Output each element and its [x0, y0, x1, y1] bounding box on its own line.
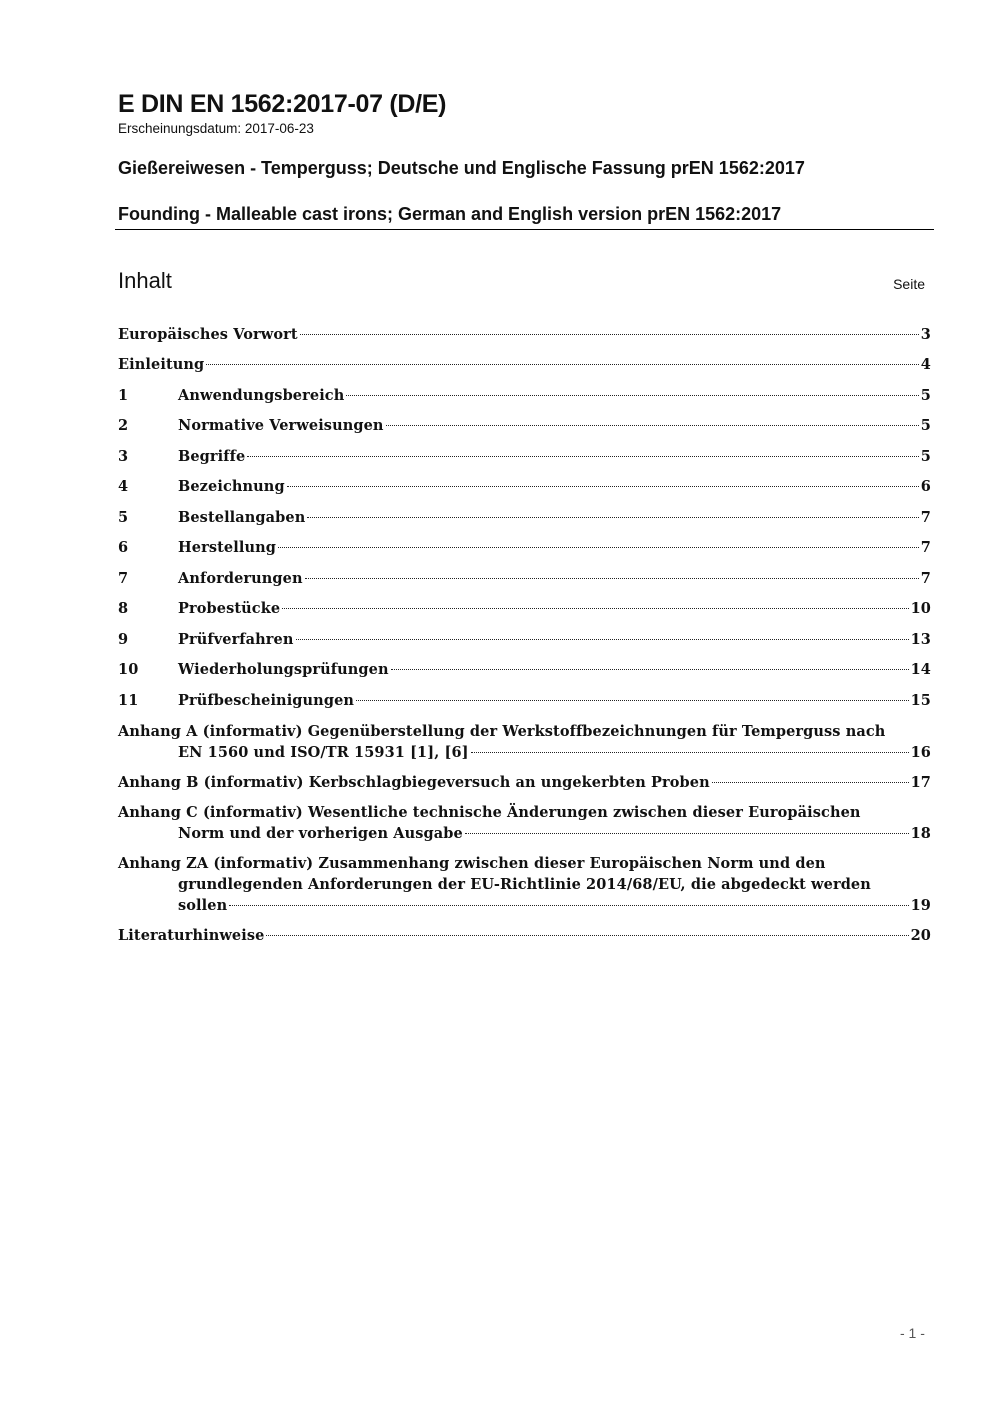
toc-entry-title: Anforderungen [178, 570, 303, 587]
toc-entry-title: Anwendungsbereich [178, 387, 345, 404]
toc-entry-page: 5 [920, 417, 931, 434]
dot-leader [712, 782, 909, 783]
toc-entry[interactable] [118, 690, 931, 711]
toc-heading: Inhalt [118, 268, 172, 293]
dot-leader [206, 364, 919, 365]
dot-leader [307, 517, 918, 518]
toc-entry[interactable] [118, 629, 931, 650]
toc-entry-number: 4 [118, 478, 129, 495]
dot-leader [266, 935, 908, 936]
toc-entry-page: 3 [920, 326, 931, 343]
page-number: - 1 - [900, 1325, 925, 1341]
dot-leader [300, 334, 919, 335]
toc-entry-page: 10 [910, 600, 931, 617]
toc-entry-title: Anhang ZA (informativ) Zusammenhang zwischen dieser Europäischen Norm und den [118, 855, 826, 872]
toc-entry-page: 5 [920, 448, 931, 465]
toc-entry-number: 10 [118, 661, 139, 678]
dot-leader [287, 486, 919, 487]
toc-entry-title: Bestellangaben [178, 509, 306, 526]
toc-entry-title: Normative Verweisungen [178, 417, 384, 434]
toc-entry-number: 3 [118, 448, 129, 465]
toc-entry-title: Anhang C (informativ) Wesentliche technische Änderungen zwischen dieser Europäischen [118, 804, 861, 821]
dot-leader [471, 752, 909, 753]
toc-entry-title: Herstellung [178, 539, 276, 556]
dot-leader [229, 905, 908, 906]
dot-leader [305, 578, 919, 579]
toc-entry[interactable] [118, 415, 931, 436]
toc-entry-title: Anhang B (informativ) Kerbschlagbiegeversuch an ungekerbten Proben [118, 774, 710, 791]
toc-entry[interactable] [118, 446, 931, 467]
toc-entry-number: 9 [118, 631, 129, 648]
toc-entry-annex-b[interactable] [118, 772, 931, 793]
toc-entry[interactable] [118, 385, 931, 406]
toc-entry-page: 14 [910, 661, 931, 678]
toc-entry-title: Europäisches Vorwort [118, 326, 298, 343]
publication-date: Erscheinungsdatum: 2017-06-23 [118, 121, 314, 136]
toc-entry-page: 7 [920, 509, 931, 526]
toc-entry-annex-za[interactable] [118, 853, 931, 916]
toc-entry-number: 11 [118, 692, 139, 709]
toc-entry-title-continued: EN 1560 und ISO/TR 15931 [1], [6] [178, 744, 469, 761]
toc-entry-title: Wiederholungsprüfungen [178, 661, 389, 678]
dot-leader [391, 669, 909, 670]
toc-entry-page: 20 [910, 927, 931, 944]
toc-entry[interactable] [118, 537, 931, 558]
toc-entry-annex-c[interactable] [118, 802, 931, 844]
toc-entry[interactable] [118, 507, 931, 528]
toc-entry-page: 6 [920, 478, 931, 495]
toc-entry-page: 7 [920, 539, 931, 556]
toc-entry-number: 8 [118, 600, 129, 617]
toc-entry-page: 13 [910, 631, 931, 648]
toc-entry-number: 7 [118, 570, 129, 587]
toc-entry-title: Begriffe [178, 448, 246, 465]
toc-entry-title: Probestücke [178, 600, 281, 617]
toc-entry-title: Prüfverfahren [178, 631, 294, 648]
dot-leader [278, 547, 919, 548]
dot-leader [296, 639, 909, 640]
dot-leader [465, 833, 909, 834]
toc-entry[interactable] [118, 476, 931, 497]
toc-entry-page: 5 [920, 387, 931, 404]
title-english: Founding - Malleable cast irons; German and English version prEN 1562:2017 [118, 204, 782, 224]
toc-entry-title: Literaturhinweise [118, 927, 265, 944]
toc-entry-page: 4 [920, 356, 931, 373]
toc-entry[interactable] [118, 598, 931, 619]
toc-entry-title: Bezeichnung [178, 478, 285, 495]
toc-entry-number: 5 [118, 509, 129, 526]
toc-entry-page: 16 [910, 744, 931, 761]
toc-entry[interactable] [118, 568, 931, 589]
dot-leader [247, 456, 919, 457]
toc-entry-title-continued: sollen [178, 897, 228, 914]
toc-entry-number: 1 [118, 387, 129, 404]
toc-entry-title-continued: grundlegenden Anforderungen der EU-Richtlinie 2014/68/EU, die abgedeckt werden [178, 876, 871, 893]
toc-entry-title-continued: Norm und der vorherigen Ausgabe [178, 825, 463, 842]
toc-entry-page: 18 [910, 825, 931, 842]
dot-leader [346, 395, 918, 396]
toc-entry-title: Prüfbescheinigungen [178, 692, 355, 709]
toc-entry-title: Anhang A (informativ) Gegenüberstellung der Werkstoffbezeichnungen für Temperguss nach [118, 723, 886, 740]
toc-entry-number: 6 [118, 539, 129, 556]
toc-entry-bibliography[interactable] [118, 925, 931, 946]
toc-page-column-label: Seite [893, 276, 925, 292]
toc-entry-page: 17 [910, 774, 931, 791]
toc-entry-title: Einleitung [118, 356, 205, 373]
document-title: E DIN EN 1562:2017-07 (D/E) [118, 90, 447, 118]
dot-leader [386, 425, 919, 426]
toc-entry-page: 15 [910, 692, 931, 709]
toc-entry-number: 2 [118, 417, 129, 434]
toc-entry-annex-a[interactable] [118, 721, 931, 763]
dot-leader [282, 608, 908, 609]
title-german: Gießereiwesen - Temperguss; Deutsche und Englische Fassung prEN 1562:2017 [118, 158, 805, 178]
toc-entry[interactable] [118, 354, 931, 375]
toc-entry-page: 7 [920, 570, 931, 587]
toc-entry[interactable] [118, 324, 931, 345]
toc-entry[interactable] [118, 659, 931, 680]
title-divider [115, 229, 934, 230]
toc-entry-page: 19 [910, 897, 931, 914]
dot-leader [356, 700, 909, 701]
